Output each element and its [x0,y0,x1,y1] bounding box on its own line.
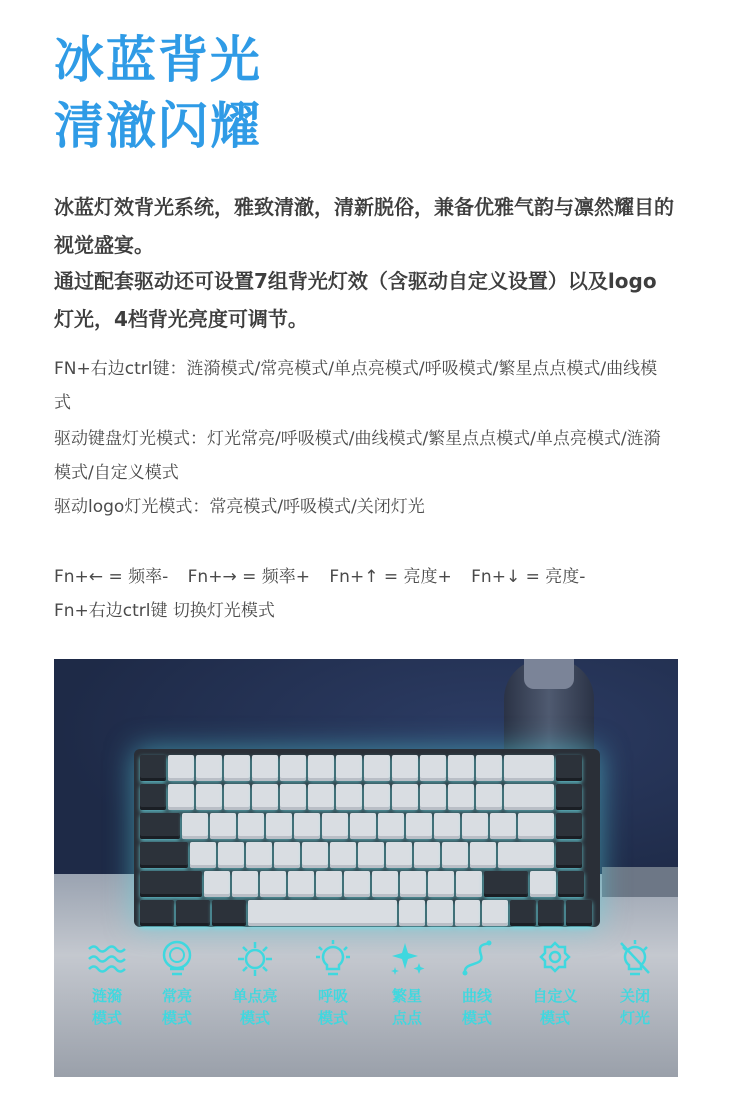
keycap [252,784,278,810]
keycap [414,842,440,868]
keycap [470,842,496,868]
mode-stars-line1: 繁星 [391,987,422,1005]
mode-ripple-line1: 涟漪 [91,987,122,1005]
keyboard-row [140,871,594,899]
keycap [428,871,454,897]
shortcut-bright-down: Fn+↓ = 亮度- [471,567,586,587]
keycap [140,813,180,839]
stone-block [602,867,678,897]
keycap [392,755,418,781]
keycap [400,871,426,897]
breath-bulb-icon [311,939,355,979]
keycap [358,842,384,868]
mode-ripple [72,939,142,1029]
keycap [566,900,592,926]
keycap [260,871,286,897]
keycap [248,900,397,926]
mode-off-line1: 关闭 [619,987,650,1005]
keycap [476,784,502,810]
keycap [420,784,446,810]
keycap [182,813,208,839]
keycap [558,871,584,897]
keycap [288,871,314,897]
keycap [498,842,554,868]
mode-single-line2: 模式 [239,1009,270,1027]
keycap [364,784,390,810]
keycap [308,755,334,781]
shortcut-freq-down: Fn+← = 频率- [54,567,169,587]
keyboard-row [140,900,594,928]
mode-ripple-line2: 模式 [91,1009,122,1027]
keycap [280,755,306,781]
keycap [510,900,536,926]
gear-icon [533,939,577,979]
keycap [538,900,564,926]
keyboard-row [140,842,594,870]
keyboard [134,749,600,927]
mode-custom-line2: 模式 [539,1009,570,1027]
mode-curve [442,939,512,1029]
keycap [504,755,554,781]
keycap [140,900,174,926]
curve-icon [455,939,499,979]
keycap [364,755,390,781]
keyboard-row [140,784,594,812]
keycap [196,755,222,781]
keycap [427,900,453,926]
keycap [336,755,362,781]
keycap [302,842,328,868]
keycap [294,813,320,839]
title-line-2: 清澈闪耀 [54,97,262,155]
keycap [330,842,356,868]
keycap [140,871,202,897]
mode-breath-line1: 呼吸 [317,987,348,1005]
keycap [322,813,348,839]
keycap [238,813,264,839]
mode-single-line1: 单点亮 [232,987,278,1005]
keycap [266,813,292,839]
keycap [212,900,246,926]
keycap [252,755,278,781]
keycap [378,813,404,839]
mode-stars-line2: 点点 [391,1009,422,1027]
keyboard-photo [54,659,678,1077]
mode-steady-line2: 模式 [161,1009,192,1027]
keycap [336,784,362,810]
mode-steady [142,939,212,1029]
keycap [140,755,166,781]
keyboard-row [140,813,594,841]
mode-curve-line1: 曲线 [461,987,492,1005]
keycap [190,842,216,868]
keycap [456,871,482,897]
driver-keyboard-note: 驱动键盘灯光模式：灯光常亮/呼吸模式/曲线模式/繁星点点模式/单点亮模式/涟漪模式/自定义模式 [54,429,661,483]
mode-single [220,939,290,1029]
sparkle-icon [385,939,429,979]
mode-stars [372,939,442,1029]
intro-paragraph: 冰蓝灯效背光系统，雅致清澈，清新脱俗，兼备优雅气韵与凛然耀目的视觉盛宴。 [54,195,674,257]
keycap [246,842,272,868]
keycap [372,871,398,897]
keycap [518,813,554,839]
keycap [556,813,582,839]
keycap [556,755,582,781]
keycap [490,813,516,839]
keycap [140,784,166,810]
keycap [232,871,258,897]
keycap [140,842,188,868]
keycap [482,900,508,926]
keycap [476,755,502,781]
mode-off-line2: 灯光 [619,1009,650,1027]
keycap [274,842,300,868]
ripple-icon [85,939,129,979]
keycap [196,784,222,810]
keycap [455,900,481,926]
keycap [308,784,334,810]
keycap [350,813,376,839]
mode-breath-line2: 模式 [317,1009,348,1027]
sun-icon [233,939,277,979]
bulb-off-icon [613,939,657,979]
keycap [406,813,432,839]
keycap [448,755,474,781]
mode-off [600,939,670,1029]
keycap [392,784,418,810]
keyboard-row [140,755,594,783]
keycap [210,813,236,839]
keycap [556,784,582,810]
shortcut-bright-up: Fn+↑ = 亮度+ [329,567,452,587]
bulb-icon [155,939,199,979]
keycap [434,813,460,839]
keycap [224,784,250,810]
fn-ctrl-note: FN+右边ctrl键：涟漪模式/常亮模式/单点亮模式/呼吸模式/繁星点点模式/曲线模式 [54,359,658,413]
keycap [399,900,425,926]
mode-steady-line1: 常亮 [161,987,192,1005]
keycap [344,871,370,897]
shortcut-freq-up: Fn+→ = 频率+ [187,567,310,587]
title-line-1: 冰蓝背光 [54,31,262,89]
mode-breath [298,939,368,1029]
keycap [420,755,446,781]
mode-curve-line2: 模式 [461,1009,492,1027]
light-mode-icons [54,939,678,1059]
mode-custom [520,939,590,1029]
keycap [462,813,488,839]
keycap [484,871,528,897]
keycap [218,842,244,868]
keycap [176,900,210,926]
keycap [504,784,554,810]
keycap [442,842,468,868]
driver-paragraph: 通过配套驱动还可设置7组背光灯效（含驱动自定义设置）以及logo灯光，4档背光亮度可调节。 [54,269,657,331]
driver-logo-note: 驱动logo灯光模式：常亮模式/呼吸模式/关闭灯光 [54,497,425,517]
keycap [168,784,194,810]
keycap [556,842,582,868]
lighthouse-top [524,659,574,689]
keycap [204,871,230,897]
shortcut-list [54,560,599,594]
keycap [386,842,412,868]
keycap [316,871,342,897]
keyboard-keys [140,755,594,921]
keycap [280,784,306,810]
keycap [448,784,474,810]
mode-custom-line1: 自定义 [532,987,578,1005]
keycap [168,755,194,781]
keycap [224,755,250,781]
keycap [530,871,556,897]
shortcut-mode-switch: Fn+右边ctrl键 切换灯光模式 [54,601,275,621]
